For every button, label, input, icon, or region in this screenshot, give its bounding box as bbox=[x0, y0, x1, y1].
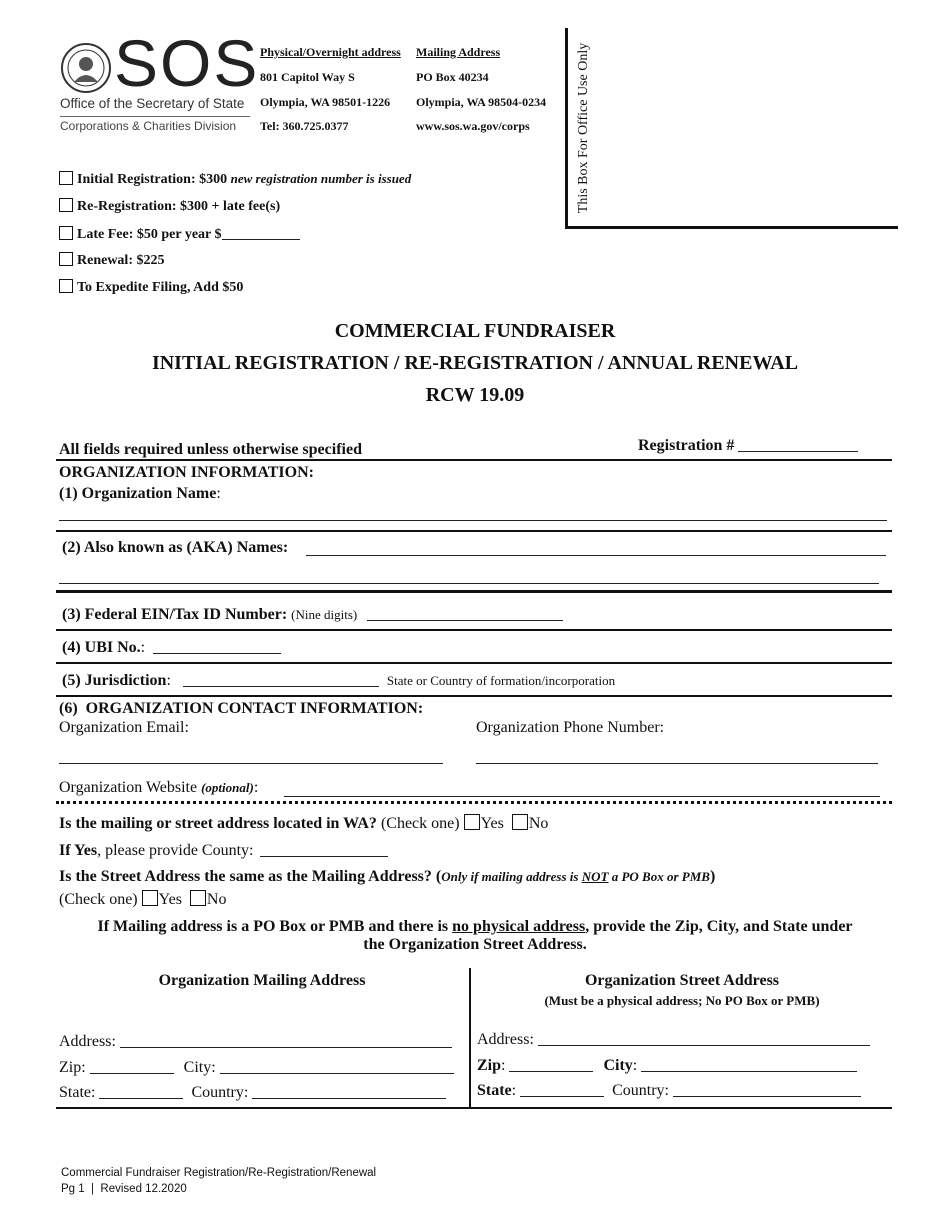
divider-jurisdiction bbox=[56, 695, 892, 697]
mailing-zip-field[interactable] bbox=[90, 1060, 174, 1074]
same-address-row bbox=[59, 868, 715, 886]
logo-division: Corporations & Charities Division bbox=[60, 119, 237, 133]
ein-field[interactable] bbox=[367, 607, 563, 621]
jurisdiction-note: State or Country of formation/incorporation bbox=[386, 673, 616, 688]
phone-label: Organization Phone Number: bbox=[476, 719, 665, 736]
footer-page: Pg 1 | Revised 12.2020 bbox=[61, 1183, 187, 1195]
street-state-colon: : bbox=[511, 1082, 517, 1099]
wa-yes-label: Yes bbox=[480, 815, 504, 832]
mailing-zip-row bbox=[59, 1059, 454, 1077]
footer-title: Commercial Fundraiser Registration/Re-Registration/Renewal bbox=[61, 1167, 377, 1179]
fee-renewal-label: Renewal: $225 bbox=[77, 253, 165, 268]
po-notice-underline: no physical address bbox=[452, 918, 586, 935]
street-zip-field[interactable] bbox=[509, 1058, 593, 1072]
website-label: Organization Website bbox=[59, 779, 198, 796]
ubi-row bbox=[62, 639, 281, 657]
initial-registration-checkbox[interactable] bbox=[59, 171, 73, 185]
same-note-not: NOT bbox=[581, 869, 609, 884]
jurisdiction-field[interactable] bbox=[183, 673, 379, 687]
mailing-zip-label: Zip: bbox=[59, 1059, 86, 1076]
jurisdiction-label: (5) Jurisdiction bbox=[62, 672, 167, 689]
county-label: , please provide County: bbox=[97, 842, 254, 859]
physical-address-title: Physical/Overnight address bbox=[260, 45, 401, 59]
jurisdiction-colon: : bbox=[166, 672, 171, 689]
state-seal-icon bbox=[60, 42, 112, 94]
divider-dotted bbox=[56, 801, 892, 804]
mailing-country-field[interactable] bbox=[252, 1085, 446, 1099]
same-address-check-row bbox=[59, 890, 226, 909]
divider-ein bbox=[56, 629, 892, 631]
po-notice-a: If Mailing address is a PO Box or PMB and there is bbox=[97, 918, 453, 935]
renewal-checkbox[interactable] bbox=[59, 252, 73, 266]
divider-top bbox=[56, 459, 892, 461]
phone-field[interactable] bbox=[476, 763, 878, 764]
divider-aka bbox=[56, 590, 892, 593]
late-fee-checkbox[interactable] bbox=[59, 226, 73, 240]
physical-address-line1: 801 Capitol Way S bbox=[260, 70, 355, 84]
logo-office: Office of the Secretary of State bbox=[60, 96, 245, 111]
po-notice-c: the Organization Street Address. bbox=[363, 936, 587, 953]
mailing-address-title: Mailing Address bbox=[416, 45, 501, 59]
street-address-heading: Organization Street Address bbox=[584, 972, 780, 989]
same-yes-checkbox[interactable] bbox=[142, 890, 158, 906]
same-note-b: a PO Box or PMB bbox=[608, 869, 710, 884]
logo bbox=[58, 26, 260, 136]
same-no-label: No bbox=[206, 891, 227, 908]
registration-label: Registration # bbox=[638, 437, 735, 454]
ubi-colon: : bbox=[140, 639, 146, 656]
mailing-country-label: Country: bbox=[191, 1084, 249, 1101]
divider-org-name bbox=[56, 530, 892, 532]
mailing-address-field[interactable] bbox=[120, 1034, 452, 1048]
same-yes-label: Yes bbox=[158, 891, 182, 908]
wa-question-row bbox=[59, 814, 548, 833]
county-field[interactable] bbox=[260, 843, 388, 857]
ein-label: (3) Federal EIN/Tax ID Number: bbox=[62, 606, 288, 623]
registration-number-field[interactable] bbox=[738, 439, 858, 452]
logo-brand: SOS bbox=[114, 26, 260, 100]
address-table-bottom bbox=[56, 1107, 892, 1109]
mailing-address-line1: PO Box 40234 bbox=[416, 70, 489, 84]
jurisdiction-row bbox=[62, 672, 615, 690]
if-yes-label: If Yes bbox=[59, 842, 98, 859]
street-city-label: City bbox=[603, 1057, 633, 1074]
fee-rereg-label: Re-Registration: $300 + late fee(s) bbox=[77, 199, 281, 214]
logo-divider bbox=[60, 116, 250, 117]
fee-rereg-row bbox=[59, 198, 280, 215]
form-subtitle: INITIAL REGISTRATION / RE-REGISTRATION / ANNUAL RENEWAL bbox=[151, 352, 799, 374]
fee-late-row bbox=[59, 225, 300, 243]
website-field[interactable] bbox=[284, 796, 880, 797]
fee-initial-note: new registration number is issued bbox=[230, 171, 412, 186]
website-colon: : bbox=[253, 779, 259, 796]
org-info-heading: ORGANIZATION INFORMATION: bbox=[59, 464, 314, 481]
same-no-checkbox[interactable] bbox=[190, 890, 206, 906]
ubi-field[interactable] bbox=[153, 640, 281, 654]
ein-row bbox=[62, 606, 563, 624]
physical-address-line2: Olympia, WA 98501-1226 bbox=[260, 95, 391, 109]
form-statute: RCW 19.09 bbox=[425, 384, 525, 406]
mailing-city-label: City: bbox=[183, 1059, 216, 1076]
email-field[interactable] bbox=[59, 763, 443, 764]
street-address-subheading: (Must be a physical address; No PO Box or PMB) bbox=[544, 993, 820, 1008]
office-use-box bbox=[565, 28, 898, 229]
county-row bbox=[59, 842, 388, 860]
aka-field-1[interactable] bbox=[306, 555, 886, 556]
wa-no-checkbox[interactable] bbox=[512, 814, 528, 830]
wa-yes-checkbox[interactable] bbox=[464, 814, 480, 830]
late-fee-amount-field[interactable] bbox=[222, 225, 300, 240]
form-title: COMMERCIAL FUNDRAISER bbox=[334, 320, 616, 342]
street-city-field[interactable] bbox=[641, 1058, 857, 1072]
mailing-state-field[interactable] bbox=[99, 1085, 183, 1099]
po-box-notice bbox=[40, 918, 910, 954]
wa-no-label: No bbox=[528, 815, 549, 832]
street-country-field[interactable] bbox=[673, 1083, 861, 1097]
website-row bbox=[59, 779, 258, 797]
street-address-field[interactable] bbox=[538, 1032, 870, 1046]
mailing-state-row bbox=[59, 1084, 446, 1102]
org-name-label: (1) Organization Name bbox=[59, 485, 217, 502]
fee-initial-row bbox=[59, 171, 411, 188]
street-state-field[interactable] bbox=[520, 1083, 604, 1097]
org-name-label-row bbox=[59, 485, 221, 503]
mailing-address-line2: Olympia, WA 98504-0234 bbox=[416, 95, 547, 109]
mailing-address-row bbox=[59, 1033, 452, 1051]
org-name-colon: : bbox=[216, 485, 221, 502]
ubi-label: (4) UBI No. bbox=[62, 639, 141, 656]
mailing-state-label: State: bbox=[59, 1084, 96, 1101]
fee-renewal-row bbox=[59, 252, 165, 269]
mailing-city-field[interactable] bbox=[220, 1060, 454, 1074]
street-zip-label: Zip bbox=[477, 1057, 502, 1074]
expedite-checkbox[interactable] bbox=[59, 279, 73, 293]
phone-number: Tel: 360.725.0377 bbox=[260, 119, 349, 133]
same-check-one: (Check one) bbox=[59, 891, 138, 908]
same-address-close: ) bbox=[709, 868, 716, 885]
wa-check-one: (Check one) bbox=[380, 815, 460, 832]
street-zip-colon: : bbox=[501, 1057, 506, 1074]
same-note-a: Only if mailing address is bbox=[441, 869, 582, 884]
street-city-colon: : bbox=[632, 1057, 638, 1074]
website-optional: (optional) bbox=[201, 780, 254, 795]
office-use-label: This Box For Office Use Only bbox=[576, 42, 591, 214]
street-zip-row bbox=[477, 1057, 857, 1075]
po-notice-b: , provide the Zip, City, and State under bbox=[585, 918, 853, 935]
street-state-label: State bbox=[477, 1082, 512, 1099]
re-registration-checkbox[interactable] bbox=[59, 198, 73, 212]
fee-expedite-label: To Expedite Filing, Add $50 bbox=[77, 280, 244, 295]
divider-ubi bbox=[56, 662, 892, 664]
street-address-label: Address: bbox=[477, 1031, 534, 1048]
mailing-address-label: Address: bbox=[59, 1033, 116, 1050]
fee-initial-label: Initial Registration: $300 bbox=[77, 172, 228, 187]
aka-field-2[interactable] bbox=[59, 583, 879, 584]
same-address-note bbox=[441, 869, 710, 884]
ein-note: (Nine digits) bbox=[291, 607, 358, 622]
mailing-address-heading: Organization Mailing Address bbox=[158, 972, 366, 989]
street-address-row bbox=[477, 1031, 870, 1049]
website-link[interactable]: www.sos.wa.gov/corps bbox=[416, 119, 530, 133]
org-name-field[interactable] bbox=[59, 520, 887, 521]
wa-question: Is the mailing or street address located in WA? bbox=[59, 815, 377, 832]
fee-expedite-row bbox=[59, 279, 243, 296]
aka-label: (2) Also known as (AKA) Names: bbox=[62, 539, 289, 556]
street-state-row bbox=[477, 1082, 861, 1100]
registration-number-row bbox=[638, 437, 858, 455]
required-note: All fields required unless otherwise specified bbox=[59, 441, 362, 458]
street-country-label: Country: bbox=[612, 1082, 669, 1099]
same-address-question: Is the Street Address the same as the Mailing Address? ( bbox=[59, 868, 442, 885]
contact-heading: (6) ORGANIZATION CONTACT INFORMATION: bbox=[59, 700, 424, 717]
email-label: Organization Email: bbox=[59, 719, 189, 736]
fee-late-label: Late Fee: $50 per year $ bbox=[77, 227, 222, 242]
